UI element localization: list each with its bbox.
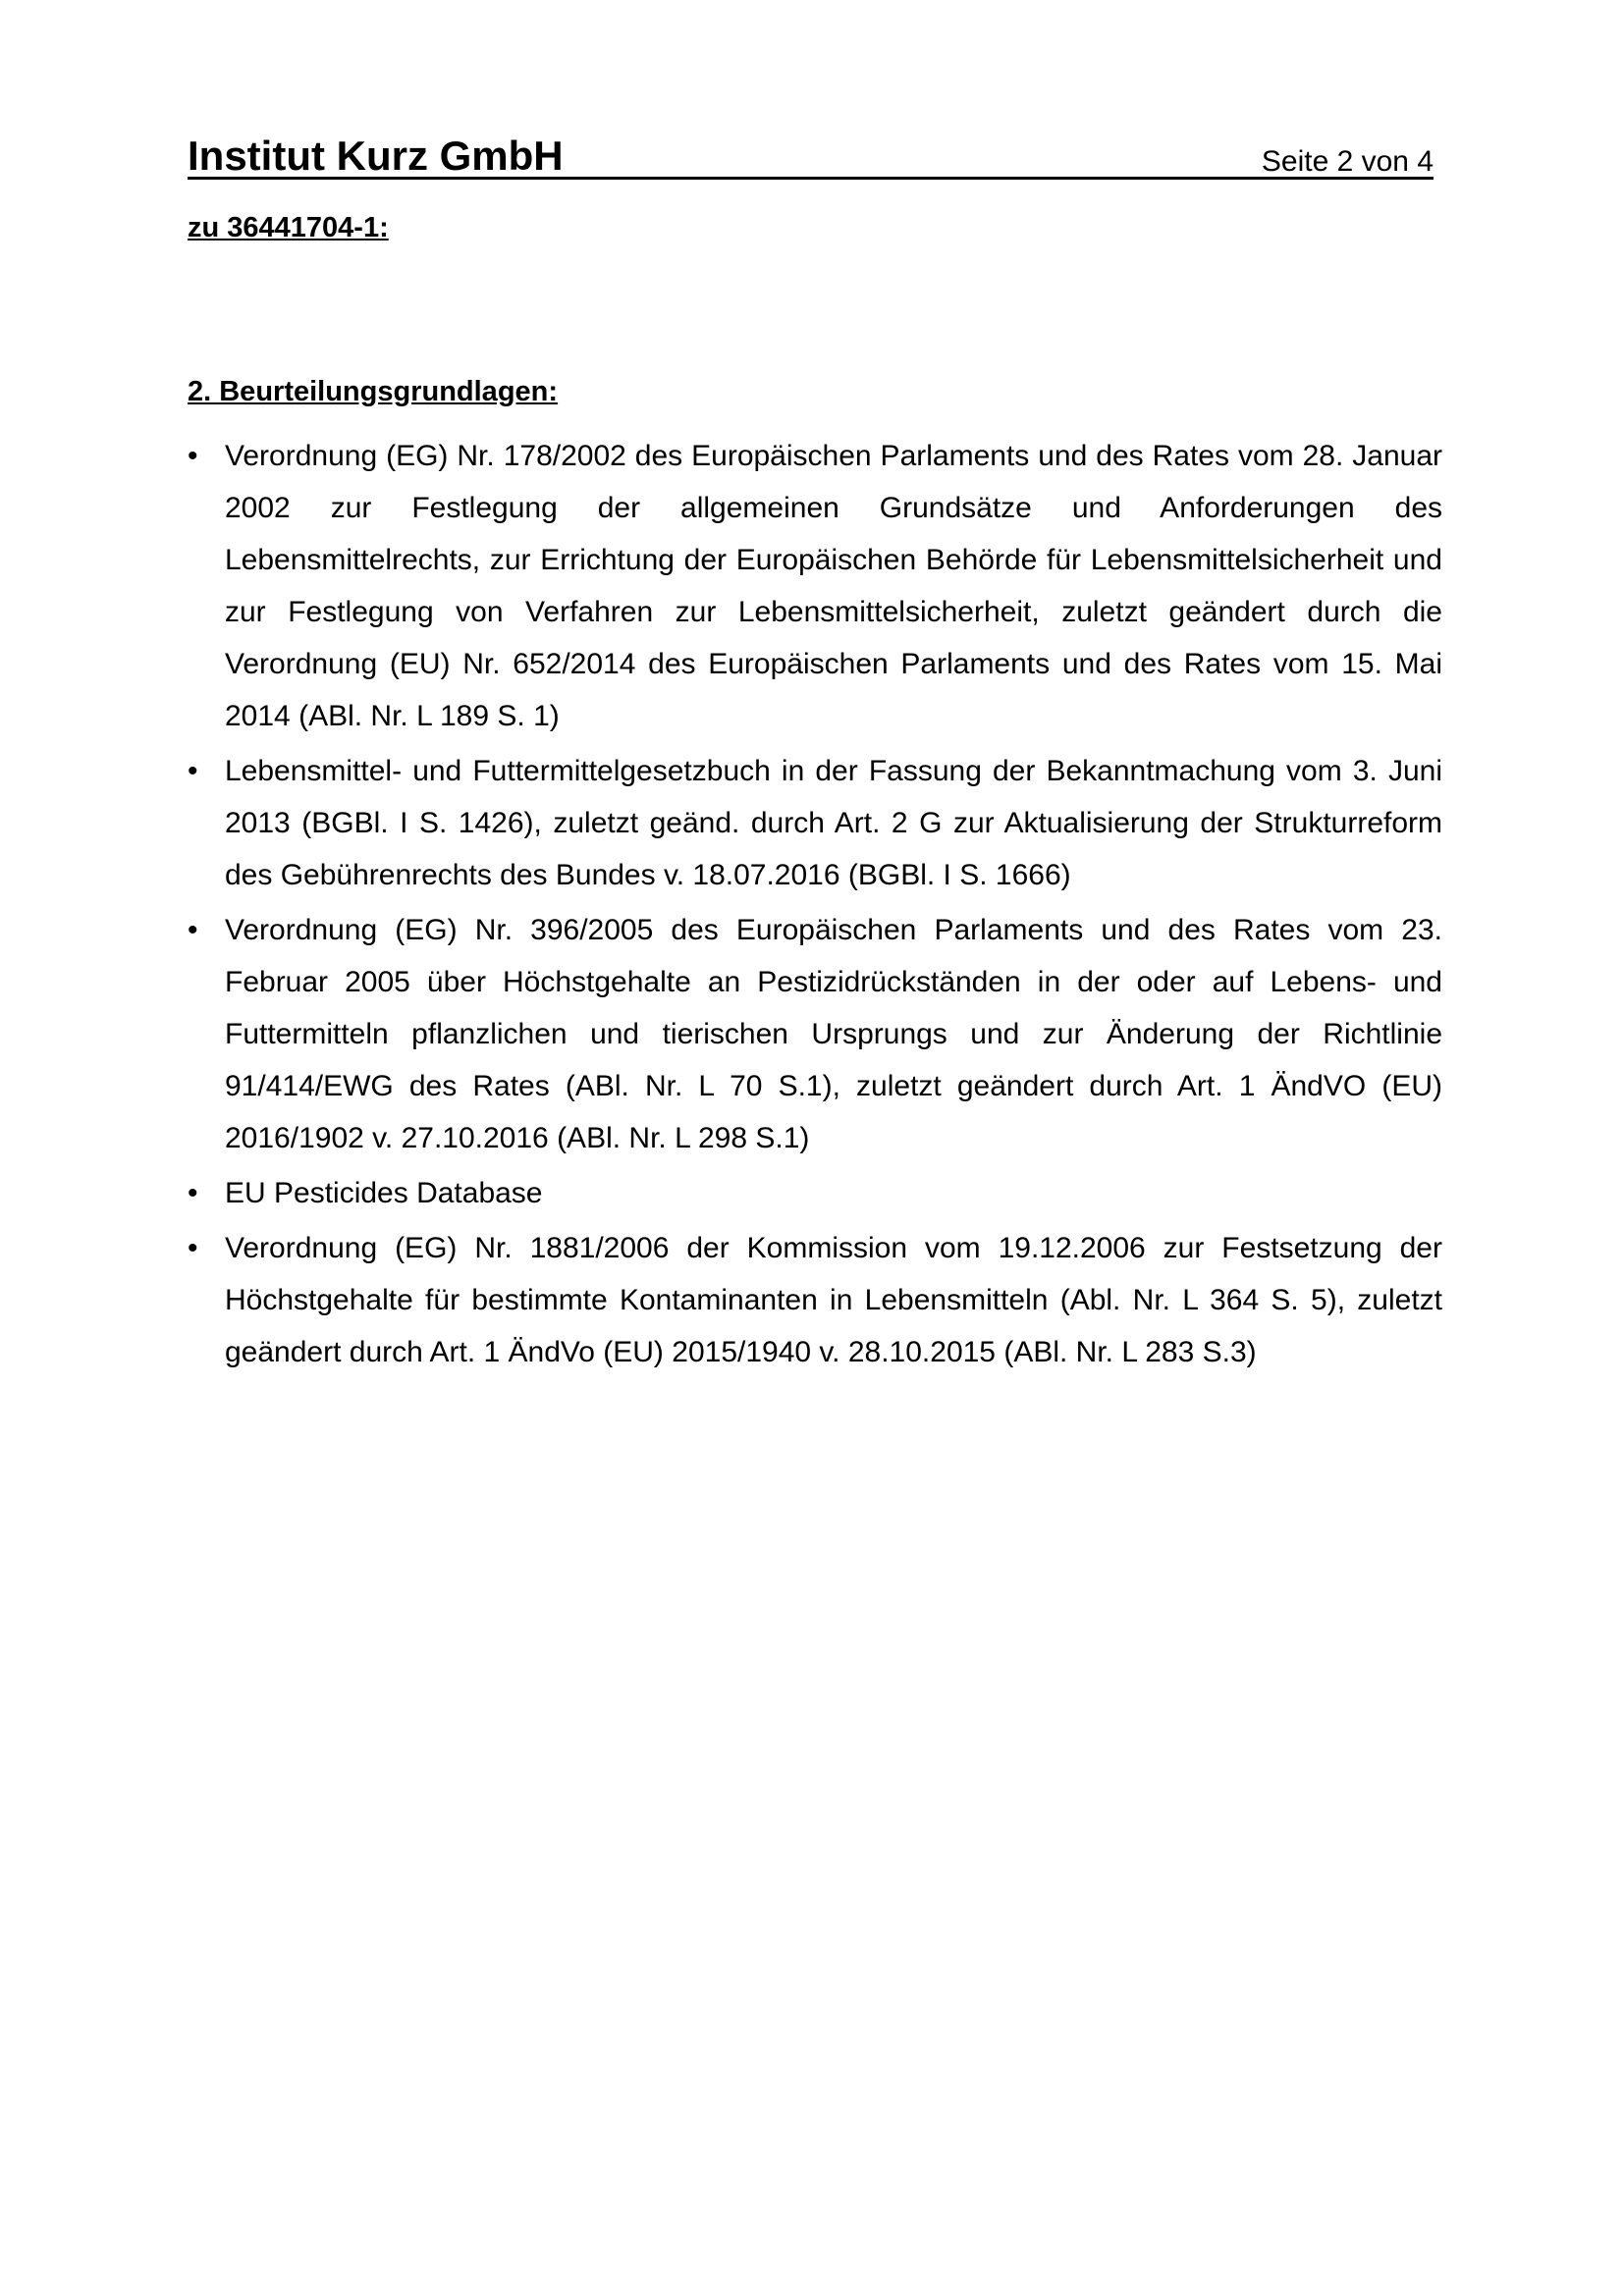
list-item: • Lebensmittel- und Futtermittelgesetzbuch in der Fassung der Bekanntmachung vom 3. Juni 2013 (BGBl. I S. 1426), zuletzt geänd. durch Art. 2 G zur Aktualisierung der Strukturreform des Gebührenrechts des Bundes v. 18.07.2016 (BGBl. I S. 1666) [188, 745, 1442, 901]
company-name: Institut Kurz GmbH [188, 133, 564, 179]
list-item: • Verordnung (EG) Nr. 178/2002 des Europäischen Parlaments und des Rates vom 28. Januar 2002 zur Festlegung der allgemeinen Grundsätze und Anforderungen des Lebensmittelrechts, zur Errichtung der Europäischen Behörde für Lebensmittelsicherheit und zur Festlegung von Verfahren zur Lebensmittelsicherheit, zuletzt geändert durch die Verordnung (EU) Nr. 652/2014 des Europäischen Parlaments und des Rates vom 15. Mai 2014 (ABl. Nr. L 189 S. 1) [188, 430, 1442, 742]
assessment-basis-list [188, 430, 1442, 1378]
reference-number: zu 36441704-1: [188, 212, 389, 243]
list-item: • Verordnung (EG) Nr. 1881/2006 der Kommission vom 19.12.2006 zur Festsetzung der Höchstgehalte für bestimmte Kontaminanten in Lebensmitteln (Abl. Nr. L 364 S. 5), zuletzt geändert durch Art. 1 ÄndVo (EU) 2015/1940 v. 28.10.2015 (ABl. Nr. L 283 S.3) [188, 1222, 1442, 1378]
assessment-basis-section [188, 375, 1442, 1381]
page-number: Seite 2 von 4 [1261, 145, 1434, 178]
page-header [188, 132, 1434, 180]
list-item: • Verordnung (EG) Nr. 396/2005 des Europäischen Parlaments und des Rates vom 23. Februar 2005 über Höchstgehalte an Pestizidrückständen in der oder auf Lebens- und Futtermitteln pflanzlichen und tierischen Ursprungs und zur Änderung der Richtlinie 91/414/EWG des Rates (ABl. Nr. L 70 S.1), zuletzt geändert durch Art. 1 ÄndVO (EU) 2016/1902 v. 27.10.2016 (ABl. Nr. L 298 S.1) [188, 904, 1442, 1164]
section-title: 2. Beurteilungsgrundlagen: [188, 376, 559, 407]
list-item: • EU Pesticides Database [188, 1167, 1442, 1219]
